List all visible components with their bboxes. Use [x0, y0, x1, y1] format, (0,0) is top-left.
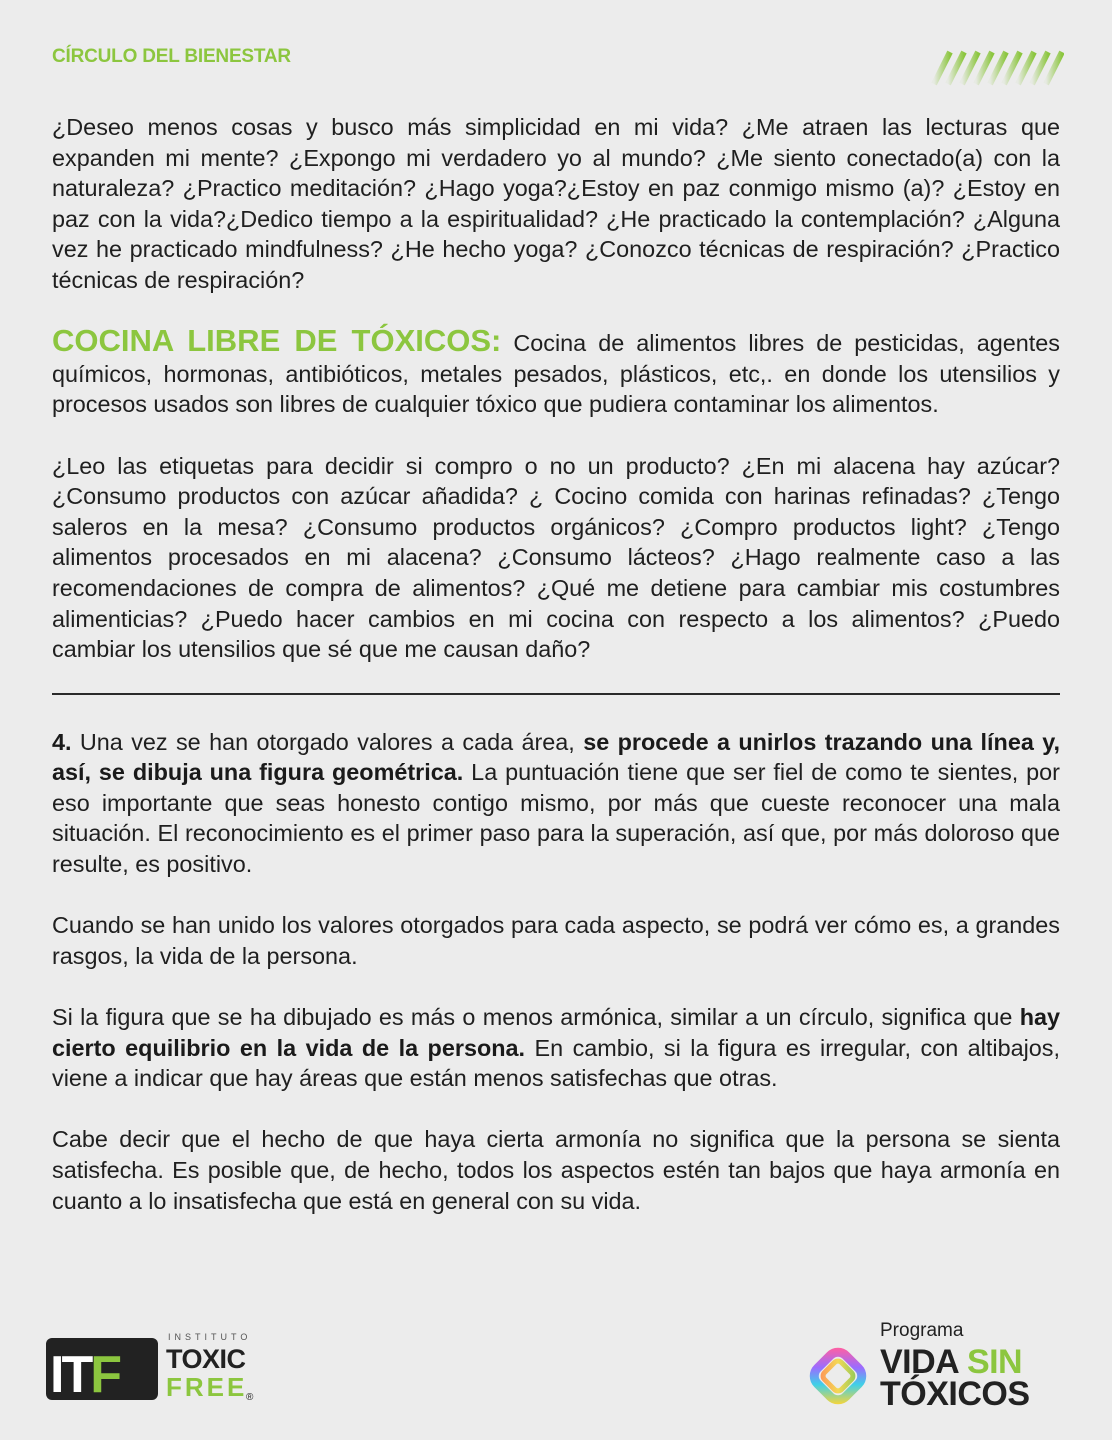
itf-free-label: FREE — [166, 1372, 248, 1402]
section-title-cocina: COCINA LIBRE DE TÓXICOS: — [52, 323, 502, 359]
step4-bold: se procede a unirlos trazando una línea y, así, se dibuja una figura geométrica. — [52, 728, 1060, 786]
sin-word: SIN — [966, 1343, 1023, 1381]
decorative-stripes-icon — [924, 48, 1064, 88]
itf-logo-box — [46, 1338, 158, 1404]
step4-paragraph — [52, 727, 1060, 880]
harmony-paragraph: Cabe decir que el hecho de que haya cierta armonía no significa que la persona se sienta satisfecha. Es posible que, de hecho, todos los aspectos estén tan bajos que haya armonía en cuanto a lo insatisfecha que está en general con su vida. — [52, 1126, 1060, 1214]
step4-rest: La puntuación tiene que ser fiel de como te sientes, por eso importante que seas honesto contigo mismo, por más que cueste reconocer una mala situación. El reconocimiento es el primer paso para la superación, así que, por más doloroso que resulte, es positivo. — [52, 759, 1060, 878]
vida-sin-toxicos-logo — [806, 1320, 1076, 1420]
itf-letters — [50, 1344, 119, 1406]
rainbow-square-icon — [806, 1344, 870, 1408]
cocina-section — [52, 323, 1060, 420]
itf-letter-i: I — [50, 1346, 62, 1404]
figure-paragraph — [52, 1002, 1060, 1094]
registered-mark: ® — [246, 1392, 254, 1403]
itf-letter-f: F — [90, 1346, 119, 1404]
itf-instituto-label: INSTITUTO — [168, 1332, 252, 1342]
spirit-questions-paragraph: ¿Deseo menos cosas y busco más simplicidad en mi vida? ¿Me atraen las lecturas que expanden mi mente? ¿Expongo mi verdadero yo al mundo? ¿Me siento conectado(a) con la naturaleza? ¿Practico meditación? ¿Hago yoga?¿Estoy en paz conmigo mismo (a)? ¿Estoy en paz con la vida?¿Dedico tiempo a la espiritualidad? ¿He practicado la contemplación? ¿Alguna vez he practicado mindfulness? ¿He hecho yoga? ¿Conozco técnicas de respiración? ¿Practico técnicas de respiración? — [52, 114, 1060, 293]
figure-intro: Si la figura que se ha dibujado es más o menos armónica, similar a un círculo, significa que — [52, 1004, 1020, 1031]
page-header-title: CÍRCULO DEL BIENESTAR — [52, 46, 291, 67]
cocina-questions-paragraph: ¿Leo las etiquetas para decidir si compro o no un producto? ¿En mi alacena hay azúcar? ¿Consumo productos con azúcar añadida? ¿ Cocino comida con harinas refinadas? ¿Tengo saleros en la mesa? ¿Consumo productos orgánicos? ¿Compro productos light? ¿Tengo alimentos procesados en mi alacena? ¿Consumo lácteos? ¿Hago realmente caso a las recomendaciones de compra de alimentos? ¿Qué me detiene para cambiar mis costumbres alimenticias? ¿Puedo hacer cambios en mi cocina con respecto a los alimentos? ¿Puedo cambiar los utensilios que sé que me causan daño? — [52, 452, 1060, 663]
section-divider — [52, 693, 1060, 695]
step-number: 4. — [52, 728, 72, 755]
itf-toxic-label: TOXIC — [166, 1344, 246, 1374]
itf-logo — [46, 1330, 276, 1410]
figure-rest: En cambio, si la figura es irregular, con altibajos, viene a indicar que hay áreas que están menos satisfechas que otras. — [52, 1034, 1060, 1092]
document-body — [52, 112, 1060, 1216]
programa-label: Programa — [880, 1320, 964, 1341]
figure-bold: hay cierto equilibrio en la vida de la persona. — [52, 1004, 1060, 1061]
vida-word: VIDA — [880, 1343, 958, 1381]
step4-intro: Una vez se han otorgado valores a cada área, — [71, 728, 584, 755]
itf-letter-t: T — [61, 1346, 91, 1404]
toxicos-label: TÓXICOS — [880, 1375, 1030, 1413]
cocina-definition: Cocina de alimentos libres de pesticidas, agentes químicos, hormonas, antibióticos, metales pesados, plásticos, etc,. en donde los utensilios y procesos usados son libres de cualquier tóxico que pudiera contaminar los alimentos. — [52, 330, 1060, 418]
union-paragraph: Cuando se han unido los valores otorgados para cada aspecto, se podrá ver cómo es, a grandes rasgos, la vida de la persona. — [52, 912, 1060, 969]
